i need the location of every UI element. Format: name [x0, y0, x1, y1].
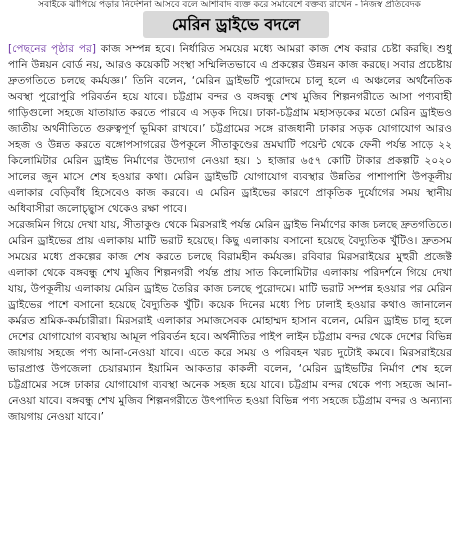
previous-article-tail: সবাইকে ঝাঁপিয়ে পড়ার নির্দেশনা আসবে বলে আশাবাদ ব্যক্ত করে সমাবেশে বক্তব্য রাখেন - নিজস্ব প্রতিবেদক: [38, 0, 421, 10]
continued-from-label: [পেছনের পৃষ্ঠার পর]: [8, 43, 96, 55]
article-paragraph: সরেজমিন গিয়ে দেখা যায়, সীতাকুণ্ড থেকে মিরসরাই পর্যন্ত মেরিন ড্রাইভ নির্মাণের কাজ চলছে দ্রুতগতিতে। মেরিন ড্রাইভের প্রায় এলাকায় মাটি ভরাট হয়েছে। কিছু এলাকায় বসানো হয়েছে বৈদ্যুতিক খুঁটিও। দ্রুতসম সময়ের মধ্যে প্রকল্পের কাজ শেষ করতে চলছে বিরামহীন কর্মযজ্ঞ। রবিবার মিরসরাইয়ের মুহুরী প্রজেক্ট এলাকা থেকে বঙ্গবন্ধু শেখ মুজিব শিল্পনগরী পর্যন্ত প্রায় সাত কিলোমিটার এলাকায় পরিদর্শনে গিয়ে দেখা যায়, উপকূলীয় এলাকায় মেরিন ড্রাইভ তৈরির কাজ চলছে পুরোদমে। মাটি ভরাট সম্পন্ন হওয়ার পর মেরিন ড্রাইভের পাশে বসানো হয়েছে বৈদ্যুতিক খুঁটি। কয়েক দিনের মধ্যে পিচ ঢালাই হওয়ার কথাও জানালেন কর্মরত শ্রমিক-কর্মচারীরা। মিরসরাই এলাকার সমাজসেবক মোহাম্মদ হাসান বলেন, মেরিন ড্রাইভ চালু হলে দেশের যোগাযোগ ব্যবস্থায় আমূল পরিবর্তন হবে। অর্থনীতির পাইপ লাইন চট্টগ্রাম বন্দর থেকে দেশের বিভিন্ন জায়গায় সহজে পণ্য আনা-নেওয়া যাবে। এতে করে সময় ও পরিবহন খরচ দুটোই কমবে। মিরসরাইয়ের ভারপ্রাপ্ত উপজেলা চেয়ারম্যান ইয়ামিন আকতার কাকলী বলেন, ‘মেরিন ড্রাইভটির নির্মাণ শেষ হলে চট্টগ্রামের সঙ্গে ঢাকার যোগাযোগ ব্যবস্থা অনেক সহজ হয়ে যাবে। চট্টগ্রাম বন্দর থেকে পণ্য সহজে আনা-নেওয়া যাবে। বঙ্গবন্ধু শেখ মুজিব শিল্পনগরীতে উৎপাদিত হওয়া বিভিন্ন পণ্য সহজে চট্টগ্রাম বন্দর ও অন্যান্য জায়গায় নেওয়া যাবে।’: [8, 219, 452, 423]
article-headline: মেরিন ড্রাইভে বদলে: [143, 11, 329, 38]
article-paragraph: [8, 41, 452, 217]
paragraph-text: কাজ সম্পন্ন হবে। নির্ধারিত সময়ের মধ্যে আমরা কাজ শেষ করার চেষ্টা করছি। শুধু পানি উন্নয়ন বোর্ড নয়, আরও কয়েকটি সংস্থা সম্মিলিতভাবে এ প্রকল্পের উন্নয়ন কাজ করছে। সবার প্রচেষ্টায় দ্রুতগতিতে চলছে কর্মযজ্ঞ।’ তিনি বলেন, ‘মেরিন ড্রাইভটি পুরোদমে চালু হলে এ অঞ্চলের অর্থনৈতিক অবস্থা পুরোপুরি পরিবর্তন হয়ে যাবে। চট্টগ্রাম বন্দর ও বঙ্গবন্ধু শেখ মুজিব শিল্পনগরীতে আসা পণ্যবাহী গাড়িগুলো সহজে যাতায়াত করতে পারবে এ সড়ক দিয়ে। ঢাকা-চট্টগ্রাম মহাসড়কের মতো মেরিন ড্রাইভও জাতীয় অর্থনীতিতে গুরুত্বপূর্ণ ভূমিকা রাখবে।’ চট্টগ্রামের সঙ্গে রাজধানী ঢাকার সড়ক যোগাযোগ আরও সহজ ও উন্নত করতে বঙ্গোপসাগরের উপকূলে সীতাকুণ্ডের ভ্রমঘাটি পয়েন্ট থেকে ফেনী পর্যন্ত সাড়ে ২২ কিলোমিটার মেরিন ড্রাইভ নির্মাণের উদ্যোগ নেওয়া হয়। ১ হাজার ৬৫৭ কোটি টাকার প্রকল্পটি ২০২০ সালের জুন মাসে শেষ হওয়ার কথা। মেরিন ড্রাইভটি যোগাযোগ ব্যবস্থার উন্নতির পাশাপাশি উপকূলীয় এলাকার বেড়িবাঁধ হিসেবেও কাজ করবে। এ মেরিন ড্রাইভের কারণে প্রাকৃতিক দুর্যোগের সময় স্থানীয় অধিবাসীরা জলোচ্ছ্বাস থেকেও রক্ষা পাবে।: [8, 43, 452, 215]
article-body: [8, 41, 452, 547]
